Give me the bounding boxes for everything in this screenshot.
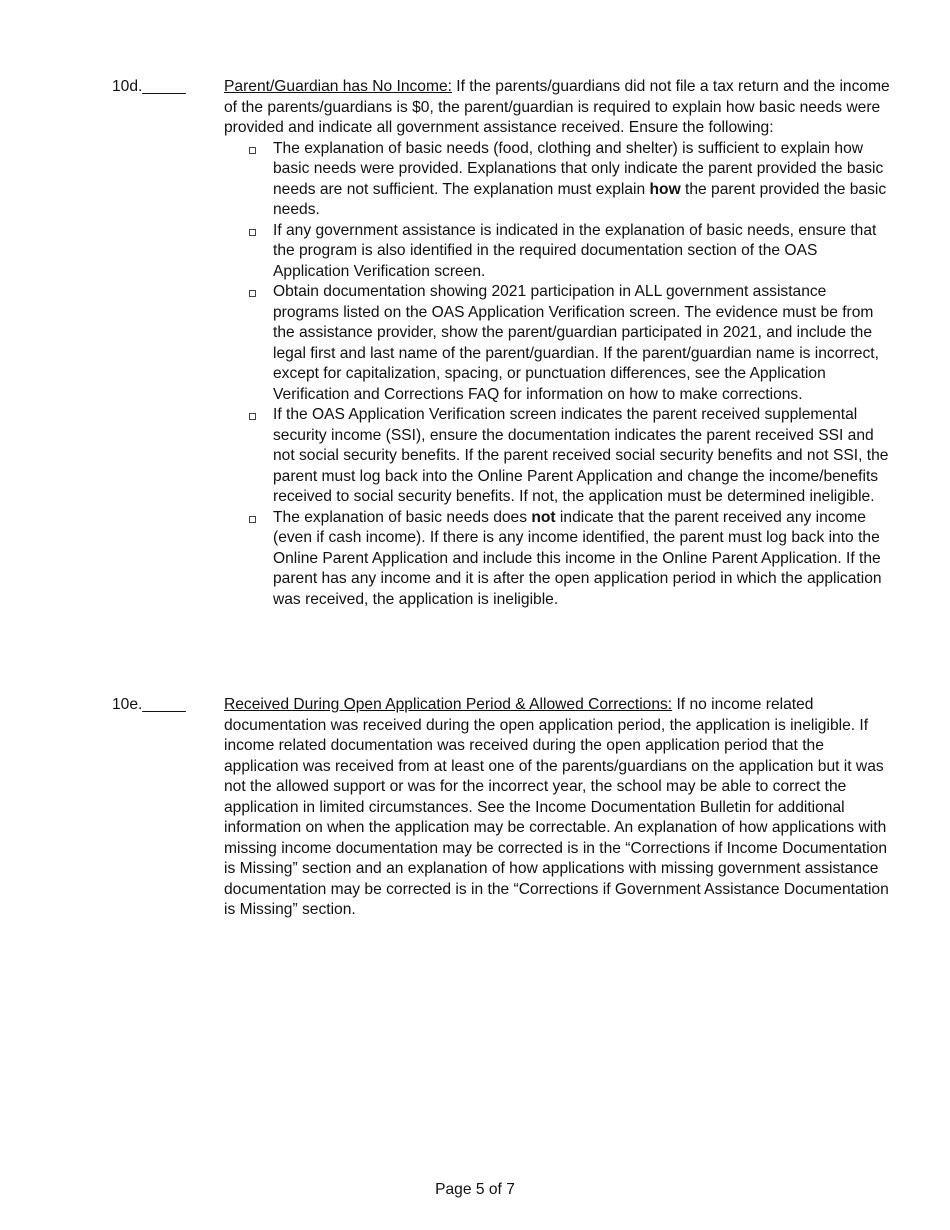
checklist-item <box>224 405 896 508</box>
checkbox-icon <box>249 290 256 297</box>
item-body-10d <box>224 77 896 610</box>
checklist-item <box>224 508 896 611</box>
checklist-text: Obtain documentation showing 2021 participation in ALL government assistance programs listed on the OAS Application Verification screen. The evidence must be from the assistance provider, show the parent/guardian participated in 2021, and include the legal first and last name of the parent/guardian. If the parent/guardian name is incorrect, except for capitalization, spacing, or punctuation differences, see the Application Verification and Corrections FAQ for information on how to make corrections. <box>273 283 879 403</box>
body-text-10e: If no income related documentation was received during the open application period, the application is ineligible. If income related documentation was received during the open application period that the application was received from at least one of the parents/guardians on the application but it was not the allowed support or was for the incorrect year, the school may be able to correct the application in limited circumstances. See the Income Documentation Bulletin for additional information on when the application may be correctable. An explanation of how applications with missing income documentation may be corrected is in the “Corrections if Income Documentation is Missing” section and an explanation of how applications with missing government assistance documentation may be corrected is in the “Corrections if Government Assistance Documentation is Missing” section. <box>224 696 889 918</box>
intro-paragraph-10d <box>224 77 896 139</box>
item-number-10d: 10d._____ <box>112 78 186 95</box>
checklist-text: indicate that the parent received any income (even if cash income). If there is any income identified, the parent must log back into the Online Parent Application and include this income in the Online Parent Application. If the parent has any income and it is after the open application period in which the application was received, the application is ineligible. <box>273 508 882 608</box>
checkbox-icon <box>249 516 256 523</box>
body-paragraph-10e <box>224 695 896 921</box>
checklist-item <box>224 282 896 405</box>
item-body-10e <box>224 695 896 921</box>
checkbox-icon <box>249 147 256 154</box>
item-number-10e: 10e._____ <box>112 696 186 713</box>
checklist-text: The explanation of basic needs does <box>273 508 532 526</box>
checkbox-icon <box>249 229 256 236</box>
checklist-10d <box>224 139 896 611</box>
page-number: Page 5 of 7 <box>435 1181 515 1198</box>
checklist-text-bold: not <box>531 508 556 526</box>
heading-10e: Received During Open Application Period & Allowed Corrections: <box>224 696 673 713</box>
checklist-item <box>224 139 896 221</box>
heading-10d: Parent/Guardian has No Income: <box>224 78 452 95</box>
intro-text-10d: If the parents/guardians did not file a tax return and the income of the parents/guardians is $0, the parent/guardian is required to explain how basic needs were provided and indicate all government assistance received. Ensure the following: <box>224 78 890 136</box>
checklist-text: the parent provided the basic needs. <box>273 180 887 218</box>
checklist-text: If the OAS Application Verification screen indicates the parent received supplemental security income (SSI), ensure the documentation indicates the parent received SSI and not social security benefits. If the parent received social security benefits and not SSI, the parent must log back into the Online Parent Application and change the income/benefits received to social security benefits. If not, the application must be determined ineligible. <box>273 406 889 505</box>
checkbox-icon <box>249 413 256 420</box>
checklist-text: If any government assistance is indicated in the explanation of basic needs, ensure that the program is also identified in the required documentation section of the OAS Application Verification screen. <box>273 221 877 280</box>
checklist-text-bold: how <box>649 180 681 198</box>
checklist-item <box>224 221 896 283</box>
checklist-text: The explanation of basic needs (food, clothing and shelter) is sufficient to explain how basic needs were provided. Explanations that only indicate the parent provided the basic needs are not sufficient. The explanation must explain <box>273 139 884 198</box>
